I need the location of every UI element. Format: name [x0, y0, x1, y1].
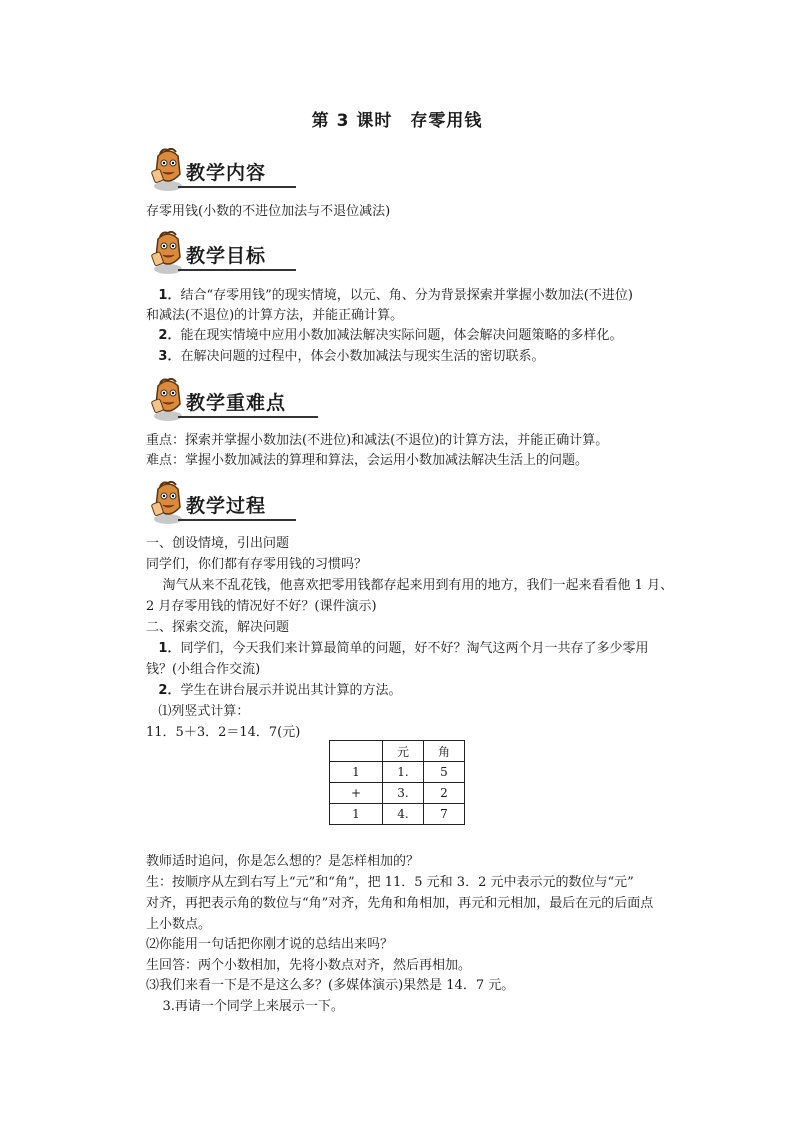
process-line: ⑵你能用一句话把你刚才说的总结出来吗？	[146, 937, 394, 952]
process-line: 同学们，你们都有存零用钱的习惯吗？	[146, 557, 368, 572]
process-line: 上小数点。	[146, 917, 212, 932]
heading-underline	[178, 416, 318, 418]
process-line: 二、探索交流，解决问题	[146, 620, 290, 635]
goal-item-1-cont: 和减法(不退位)的计算方法，并能正确计算。	[146, 308, 404, 323]
table-header-cell: 角	[424, 741, 465, 762]
process-line: 2．学生在讲台展示并说出其计算的方法。	[158, 683, 402, 698]
section-title: 教学目标	[186, 245, 267, 267]
equation-line: 11．5＋3．2＝14．7(元)	[146, 725, 301, 740]
focus-text: 重点：探索并掌握小数加法(不进位)和减法(不退位)的计算方法，并能正确计算。	[146, 433, 609, 448]
table-cell: 7	[424, 804, 465, 825]
heading-underline	[178, 519, 296, 521]
process-line: ⑴列竖式计算：	[158, 704, 250, 719]
section-title: 教学重难点	[186, 392, 287, 414]
process-line: ⑶我们来看一下是不是这么多？(多媒体演示)果然是 14．7 元。	[146, 978, 515, 993]
goal-item-1: 1．结合“存零用钱”的现实情境，以元、角、分为背景探索并掌握小数加法(不进位)	[158, 288, 633, 303]
section-title: 教学内容	[186, 162, 267, 184]
process-line: 钱？(小组合作交流)	[146, 662, 261, 677]
process-line: 对齐，再把表示角的数位与“角”对齐，先角和角相加，再元和元相加，最后在元的后面点	[146, 896, 654, 911]
table-cell: 5	[424, 762, 465, 783]
table-cell: 3.	[383, 783, 424, 804]
table-cell: 1	[330, 804, 383, 825]
table-row	[330, 804, 465, 825]
process-line: 2 月存零用钱的情况好不好？(课件演示)	[146, 599, 377, 614]
process-line: 1．同学们，今天我们来计算最简单的问题，好不好？淘气这两个月一共存了多少零用	[158, 641, 649, 656]
table-cell: 1.	[383, 762, 424, 783]
vertical-calc-table	[329, 740, 465, 825]
goal-item-2: 2．能在现实情境中应用小数加减法解决实际问题，体会解决问题策略的多样化。	[158, 328, 623, 343]
table-cell: 4.	[383, 804, 424, 825]
section-title: 教学过程	[186, 495, 267, 517]
process-line: 生回答：两个小数相加，先将小数点对齐，然后再相加。	[146, 958, 472, 973]
table-cell: 2	[424, 783, 465, 804]
content-body: 存零用钱(小数的不进位加法与不退位减法)	[146, 204, 391, 219]
process-line: 教师适时追问，你是怎么想的？是怎样相加的？	[146, 854, 420, 869]
process-line: 3.再请一个同学上来展示一下。	[162, 999, 344, 1014]
heading-underline	[178, 269, 296, 271]
process-line: 淘气从来不乱花钱，他喜欢把零用钱都存起来用到有用的地方，我们一起来看看他 1 月、	[162, 578, 674, 593]
process-line: 生：按顺序从左到右写上“元”和“角”，把 11．5 元和 3．2 元中表示元的数位与“元”	[146, 875, 634, 890]
table-row	[330, 741, 465, 762]
process-line: 一、创设情境，引出问题	[146, 536, 290, 551]
table-row	[330, 762, 465, 783]
table-cell: 1	[330, 762, 383, 783]
goal-item-3: 3．在解决问题的过程中，体会小数加减法与现实生活的密切联系。	[158, 349, 545, 364]
table-row	[330, 783, 465, 804]
table-header-cell: 元	[383, 741, 424, 762]
difficulty-text: 难点：掌握小数加减法的算理和算法，会运用小数加减法解决生活上的问题。	[146, 453, 589, 468]
table-cell: +	[330, 783, 383, 804]
table-header-cell	[330, 741, 383, 762]
page-title: 第 3 课时 存零用钱	[311, 111, 483, 131]
heading-underline	[178, 186, 296, 188]
